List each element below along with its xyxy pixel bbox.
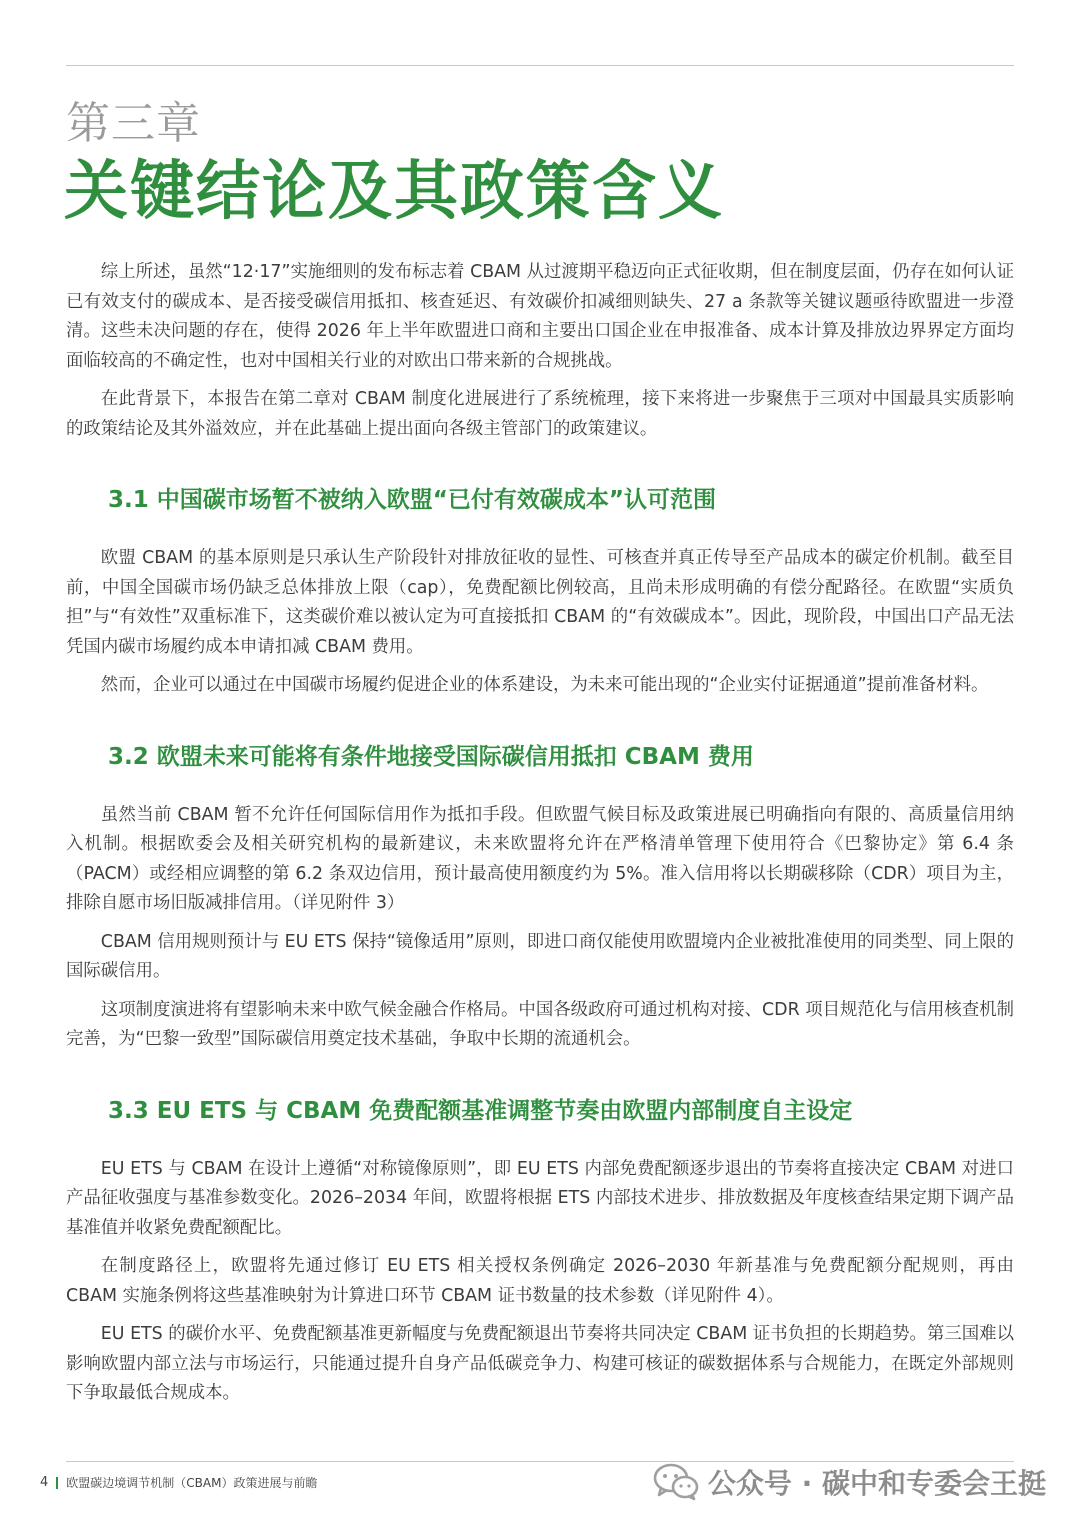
main-content	[66, 258, 1014, 1418]
page-footer	[40, 1474, 317, 1491]
intro-paragraph-1: 综上所述，虽然“12·17”实施细则的发布标志着 CBAM 从过渡期平稳迈向正式征收期，但在制度层面，仍存在如何认证已有效支付的碳成本、是否接受碳信用抵扣、核查延迟、有效碳价扣减细则缺失、27 a 条款等关键议题亟待欧盟进一步澄清。这些未决问题的存在，使得 2026 年上半年欧盟进口商和主要出口国企业在申报准备、成本计算及排放边界界定方面均面临较高的不确定性，也对中国相关行业的对欧出口带来新的合规挑战。	[66, 262, 1014, 371]
section-heading-3-2: 3.2 欧盟未来可能将有条件地接受国际碳信用抵扣 CBAM 费用	[108, 743, 754, 770]
section-heading-3-3: 3.3 EU ETS 与 CBAM 免费配额基准调整节奏由欧盟内部制度自主设定	[108, 1097, 853, 1124]
section-heading-3-1: 3.1 中国碳市场暂不被纳入欧盟“已付有效碳成本”认可范围	[108, 487, 716, 513]
watermark	[652, 1462, 1046, 1502]
section-3-1-paragraph-2: 然而，企业可以通过在中国碳市场履约促进企业的体系建设，为未来可能出现的“企业实付证据通道”提前准备材料。	[100, 675, 989, 695]
section-3-3-paragraph-2: 在制度路径上，欧盟将先通过修订 EU ETS 相关授权条例确定 2026–2030 年新基准与免费配额分配规则，再由 CBAM 实施条例将这些基准映射为计算进口环节 CBAM 证书数量的技术参数（详见附件 4）。	[66, 1256, 1014, 1306]
section-3-1-paragraph-1: 欧盟 CBAM 的基本原则是只承认生产阶段针对排放征收的显性、可核查并真正传导至产品成本的碳定价机制。截至目前，中国全国碳市场仍缺乏总体排放上限（cap），免费配额比例较高，且尚未形成明确的有偿分配路径。在欧盟“实质负担”与“有效性”双重标准下，这类碳价难以被认定为可直接抵扣 CBAM 的“有效碳成本”。因此，现阶段，中国出口产品无法凭国内碳市场履约成本申请扣减 CBAM 费用。	[66, 548, 1014, 657]
chapter-label: 第三章	[66, 98, 201, 149]
page-number: 4	[40, 1475, 49, 1490]
section-3-2-paragraph-3: 这项制度演进将有望影响未来中欧气候金融合作格局。中国各级政府可通过机构对接、CDR 项目规范化与信用核查机制完善，为“巴黎一致型”国际碳信用奠定技术基础，争取中长期的流通机会。	[66, 999, 1014, 1049]
wechat-icon	[652, 1462, 700, 1502]
section-3-2-paragraph-2: CBAM 信用规则预计与 EU ETS 保持“镜像适用”原则，即进口商仅能使用欧盟境内企业被批准使用的同类型、同上限的国际碳信用。	[66, 931, 1014, 981]
section-3-2-paragraph-1: 虽然当前 CBAM 暂不允许任何国际信用作为抵扣手段。但欧盟气候目标及政策进展已明确指向有限的、高质量信用纳入机制。根据欧委会及相关研究机构的最新建议，未来欧盟将允许在严格清单管理下使用符合《巴黎协定》第 6.4 条（PACM）或经相应调整的第 6.2 条双边信用，预计最高使用额度约为 5%。准入信用将以长期碳移除（CDR）项目为主，排除自愿市场旧版减排信用。（详见附件 3）	[66, 804, 1014, 913]
footer-separator	[56, 1477, 58, 1489]
section-3-3-paragraph-1: EU ETS 与 CBAM 在设计上遵循“对称镜像原则”，即 EU ETS 内部免费配额逐步退出的节奏将直接决定 CBAM 对进口产品征收强度与基准参数变化。2026–2034 年间，欧盟将根据 ETS 内部技术进步、排放数据及年度核查结果定期下调产品基准值并收紧免费配额配比。	[66, 1158, 1014, 1238]
watermark-text: 公众号 · 碳中和专委会王挺	[707, 1467, 1046, 1500]
section-3-3-paragraph-3: EU ETS 的碳价水平、免费配额基准更新幅度与免费配额退出节奏将共同决定 CBAM 证书负担的长期趋势。第三国难以影响欧盟内部立法与市场运行，只能通过提升自身产品低碳竞争力、构建可核证的碳数据体系与合规能力，在既定外部规则下争取最低合规成本。	[66, 1324, 1014, 1403]
footer-report-title: 欧盟碳边境调节机制（CBAM）政策进展与前瞻	[66, 1476, 318, 1490]
top-divider	[66, 65, 1014, 66]
intro-paragraph-2: 在此背景下，本报告在第二章对 CBAM 制度化进展进行了系统梳理，接下来将进一步聚焦于三项对中国最具实质影响的政策结论及其外溢效应，并在此基础上提出面向各级主管部门的政策建议。	[66, 389, 1014, 439]
chapter-title: 关键结论及其政策含义	[64, 155, 724, 229]
